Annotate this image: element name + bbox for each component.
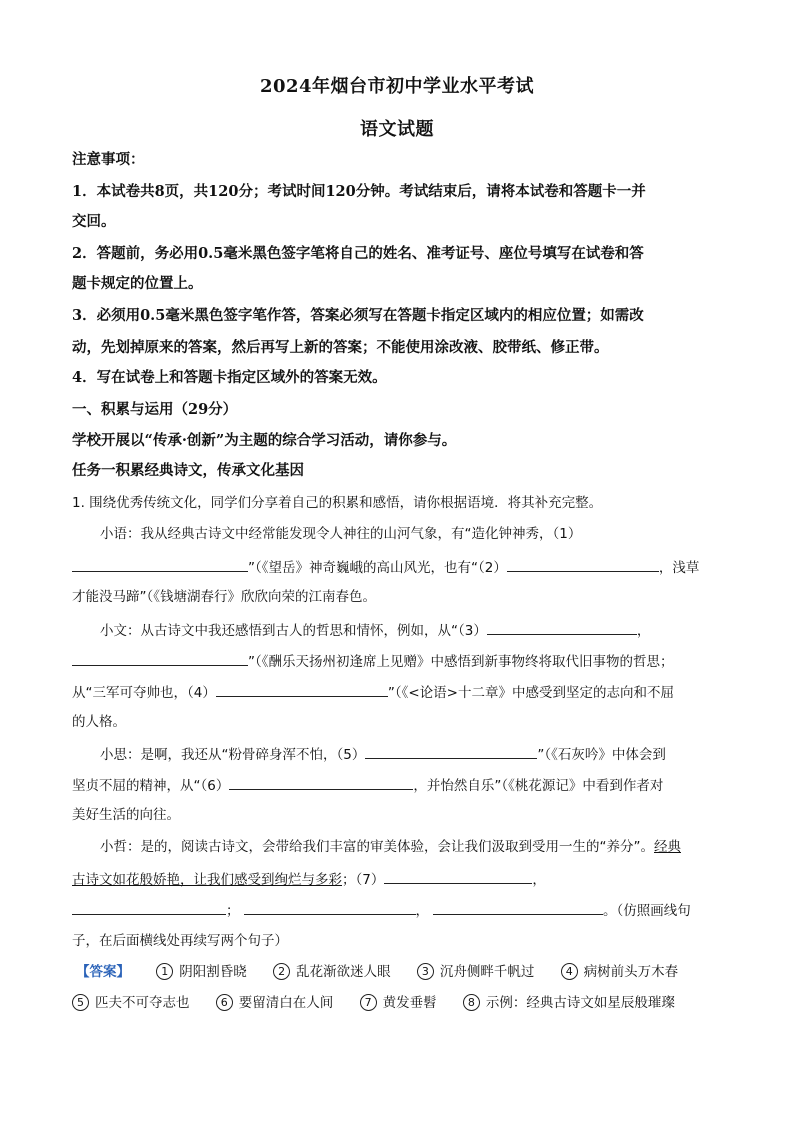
answer-blank-7a[interactable] bbox=[384, 868, 532, 884]
question-1-stem: 1. 围绕优秀传统文化，同学们分享着自己的积累和感悟，请你根据语境．将其补充完整。 bbox=[72, 495, 603, 511]
note-3-line-2: 动，先划掉原来的答案，然后再写上新的答案；不能使用涂改液、胶带纸、修正带。 bbox=[72, 339, 609, 356]
answer-blank-7b[interactable] bbox=[72, 899, 226, 915]
para-xiaowen-line-3: 从“三军可夺帅也，（4） ”（《<论语>十二章》中感受到坚定的志向和不屈 bbox=[72, 681, 674, 703]
para-xiaozhe-line-1: 小哲：是的，阅读古诗文，会带给我们丰富的审美体验，会让我们汲取到受用一生的“养分”。经典 bbox=[100, 839, 681, 855]
answer-item: 7 黄发垂髫 bbox=[360, 995, 437, 1011]
task-heading: 任务一积累经典诗文，传承文化基因 bbox=[72, 462, 304, 479]
note-4: 4．写在试卷上和答题卡指定区域外的答案无效。 bbox=[72, 369, 387, 386]
answer-label: 【答案】 bbox=[76, 964, 130, 980]
answer-row-1 bbox=[76, 962, 678, 982]
note-2-line-1: 2．答题前，务必用0.5毫米黑色签字笔将自己的姓名、准考证号、座位号填写在试卷和答 bbox=[72, 245, 644, 262]
para-xiaozhe-line-2: 古诗文如花般娇艳，让我们感受到绚烂与多彩；（7） ， bbox=[72, 868, 546, 890]
para-xiaozhe-line-3: ； ， 。（仿照画线句 bbox=[72, 899, 691, 921]
answer-item: 5 匹夫不可夺志也 bbox=[72, 995, 190, 1011]
answer-blank-2[interactable] bbox=[507, 556, 659, 572]
answer-item: 8 示例：经典古诗文如星辰般璀璨 bbox=[463, 995, 675, 1011]
exam-title: 2024年烟台市初中学业水平考试 bbox=[259, 76, 535, 97]
section-intro: 学校开展以“传承·创新”为主题的综合学习活动，请你参与。 bbox=[72, 432, 457, 449]
note-2-line-2: 题卡规定的位置上。 bbox=[72, 275, 203, 292]
answer-item: 1 阴阳割昏晓 bbox=[156, 964, 247, 980]
note-1-line-1: 1．本试卷共8页，共120分；考试时间120分钟。考试结束后，请将本试卷和答题卡一并 bbox=[72, 183, 646, 200]
para-xiaoyu-line-1: 小语：我从经典古诗文中经常能发现令人神往的山河气象，有“造化钟神秀，（1） bbox=[100, 526, 582, 542]
answer-blank-3[interactable] bbox=[487, 619, 637, 635]
answer-blank-5[interactable] bbox=[365, 743, 537, 759]
para-xiaosi-line-1: 小思：是啊，我还从“粉骨碎身浑不怕，（5） ”（《石灰吟》中体会到 bbox=[100, 743, 666, 765]
para-xiaozhe-line-4: 子，在后面横线处再续写两个句子） bbox=[72, 933, 288, 949]
para-xiaoyu-line-3: 才能没马蹄”（《钱塘湖春行》欣欣向荣的江南春色。 bbox=[72, 589, 376, 605]
exam-subtitle: 语文试题 bbox=[360, 119, 434, 140]
answer-blank-6[interactable] bbox=[229, 774, 413, 790]
para-xiaowen-line-1: 小文：从古诗文中我还感悟到古人的哲思和情怀，例如，从“（3） ， bbox=[100, 619, 650, 641]
para-xiaowen-line-4: 的人格。 bbox=[72, 714, 126, 730]
section-heading: 一、积累与运用（29分） bbox=[72, 401, 238, 418]
answer-blank-1[interactable] bbox=[72, 556, 248, 572]
answer-blank-3b[interactable] bbox=[72, 650, 248, 666]
underlined-model-sentence: 古诗文如花般娇艳，让我们感受到绚烂与多彩 bbox=[72, 872, 342, 888]
note-3-line-1: 3．必须用0.5毫米黑色签字笔作答，答案必须写在答题卡指定区域内的相应位置；如需改 bbox=[72, 307, 644, 324]
answer-blank-7d[interactable] bbox=[433, 899, 603, 915]
answer-item: 6 要留清白在人间 bbox=[216, 995, 334, 1011]
para-xiaosi-line-2: 坚贞不屈的精神，从“（6） ，并怡然自乐”（《桃花源记》中看到作者对 bbox=[72, 774, 663, 796]
para-xiaowen-line-2: ”（《酬乐天扬州初逢席上见赠》中感悟到新事物终将取代旧事物的哲思； bbox=[72, 650, 674, 672]
notes-heading: 注意事项： bbox=[72, 151, 145, 168]
underlined-model-sentence-start: 经典 bbox=[654, 839, 681, 855]
answer-blank-7c[interactable] bbox=[244, 899, 416, 915]
para-xiaosi-line-3: 美好生活的向往。 bbox=[72, 807, 180, 823]
para-xiaoyu-line-2: ”（《望岳》神奇巍峨的高山风光，也有“（2） ，浅草 bbox=[72, 556, 699, 578]
answer-item: 4 病树前头万木春 bbox=[561, 964, 679, 980]
answer-item: 3 沉舟侧畔千帆过 bbox=[417, 964, 535, 980]
answer-item: 2 乱花渐欲迷人眼 bbox=[273, 964, 391, 980]
note-1-line-2: 交回。 bbox=[72, 213, 116, 230]
answer-row-2 bbox=[72, 993, 675, 1013]
answer-blank-4[interactable] bbox=[216, 681, 388, 697]
